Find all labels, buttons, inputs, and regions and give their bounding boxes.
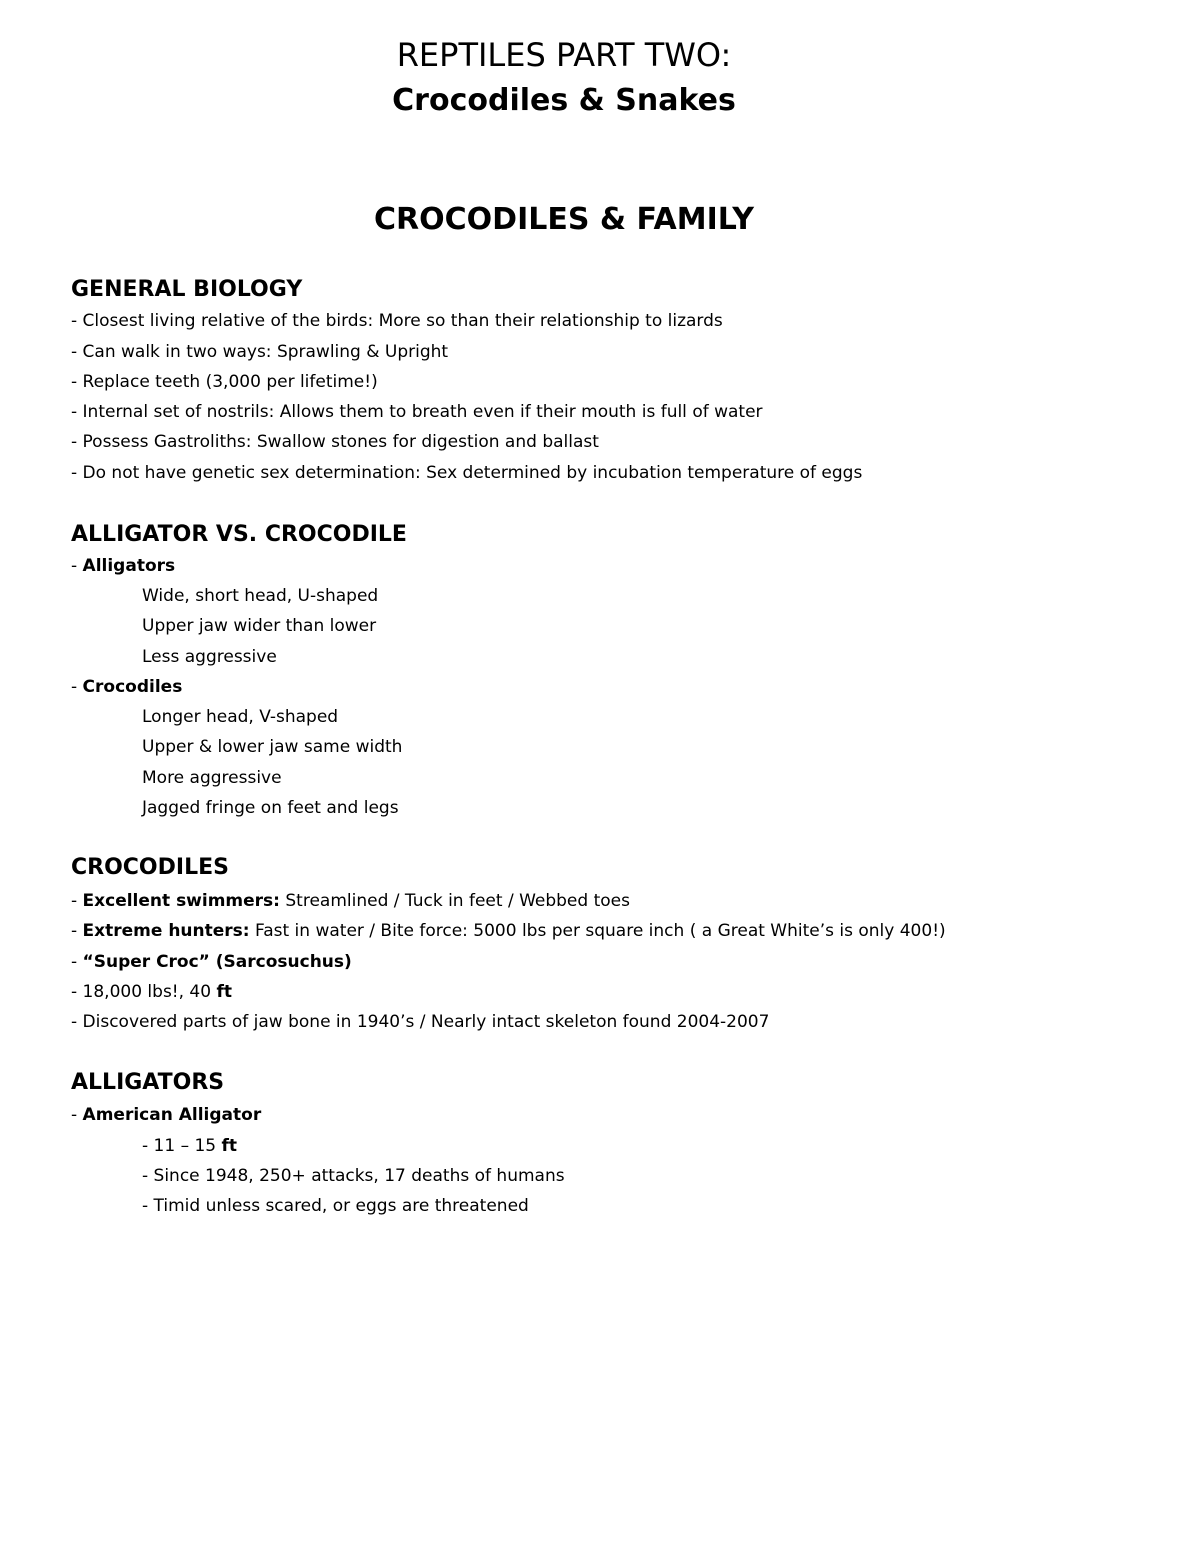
section-heading-alligator-vs-crocodile: ALLIGATOR VS. CROCODILE <box>71 522 407 547</box>
list-item-hunters <box>71 919 946 943</box>
alligators-label: Alligators <box>82 556 176 576</box>
list-item: Upper jaw wider than lower <box>142 616 377 636</box>
list-item-alligators <box>71 554 175 578</box>
list-item: - Internal set of nostrils: Allows them to breath even if their mouth is full of water <box>71 402 763 422</box>
list-item: - Since 1948, 250+ attacks, 17 deaths of humans <box>142 1166 565 1186</box>
hunters-text: Fast in water / Bite force: 5000 lbs per square inch ( a Great White’s is only 400!) <box>249 921 946 941</box>
list-item: Less aggressive <box>142 647 277 667</box>
super-croc-label: “Super Croc” (Sarcosuchus) <box>82 952 352 972</box>
list-item-weight <box>71 980 232 1004</box>
main-heading: CROCODILES & FAMILY <box>374 202 754 237</box>
list-item-super-croc <box>71 950 352 974</box>
hunters-label: Extreme hunters: <box>82 921 250 941</box>
weight-text: - 18,000 lbs!, 40 <box>71 982 217 1002</box>
list-item: - Do not have genetic sex determination: Sex determined by incubation temperature of eggs <box>71 463 863 483</box>
bullet-dash: - <box>71 952 83 972</box>
swimmers-label: Excellent swimmers: <box>82 891 280 911</box>
size-text: - 11 – 15 <box>142 1136 222 1156</box>
list-item: - Discovered parts of jaw bone in 1940’s / Nearly intact skeleton found 2004-2007 <box>71 1012 770 1032</box>
list-item: Longer head, V-shaped <box>142 707 339 727</box>
bullet-dash: - <box>71 891 83 911</box>
list-item: More aggressive <box>142 768 282 788</box>
list-item: Wide, short head, U-shaped <box>142 586 379 606</box>
swimmers-text: Streamlined / Tuck in feet / Webbed toes <box>279 891 630 911</box>
document-subtitle: Crocodiles & Snakes <box>392 83 736 118</box>
list-item: Upper & lower jaw same width <box>142 737 403 757</box>
section-heading-crocodiles: CROCODILES <box>71 855 229 880</box>
section-heading-alligators: ALLIGATORS <box>71 1070 225 1095</box>
list-item-american-alligator <box>71 1103 261 1127</box>
list-item: - Possess Gastroliths: Swallow stones for digestion and ballast <box>71 432 599 452</box>
bullet-dash: - <box>71 677 83 697</box>
list-item: - Can walk in two ways: Sprawling & Upright <box>71 342 449 362</box>
weight-unit: ft <box>216 982 232 1002</box>
crocodiles-label: Crocodiles <box>82 677 183 697</box>
american-alligator-label: American Alligator <box>82 1105 262 1125</box>
list-item: Jagged fringe on feet and legs <box>142 798 399 818</box>
section-heading-general-biology: GENERAL BIOLOGY <box>71 277 303 302</box>
list-item-swimmers <box>71 889 630 913</box>
list-item: - Timid unless scared, or eggs are threatened <box>142 1196 529 1216</box>
bullet-dash: - <box>71 556 83 576</box>
document-title: REPTILES PART TWO: <box>396 36 732 74</box>
size-unit: ft <box>221 1136 238 1156</box>
list-item: - Closest living relative of the birds: More so than their relationship to lizards <box>71 311 723 331</box>
bullet-dash: - <box>71 1105 83 1125</box>
list-item-crocodiles <box>71 675 182 699</box>
list-item-size <box>142 1134 237 1158</box>
bullet-dash: - <box>71 921 83 941</box>
list-item: - Replace teeth (3,000 per lifetime!) <box>71 372 378 392</box>
